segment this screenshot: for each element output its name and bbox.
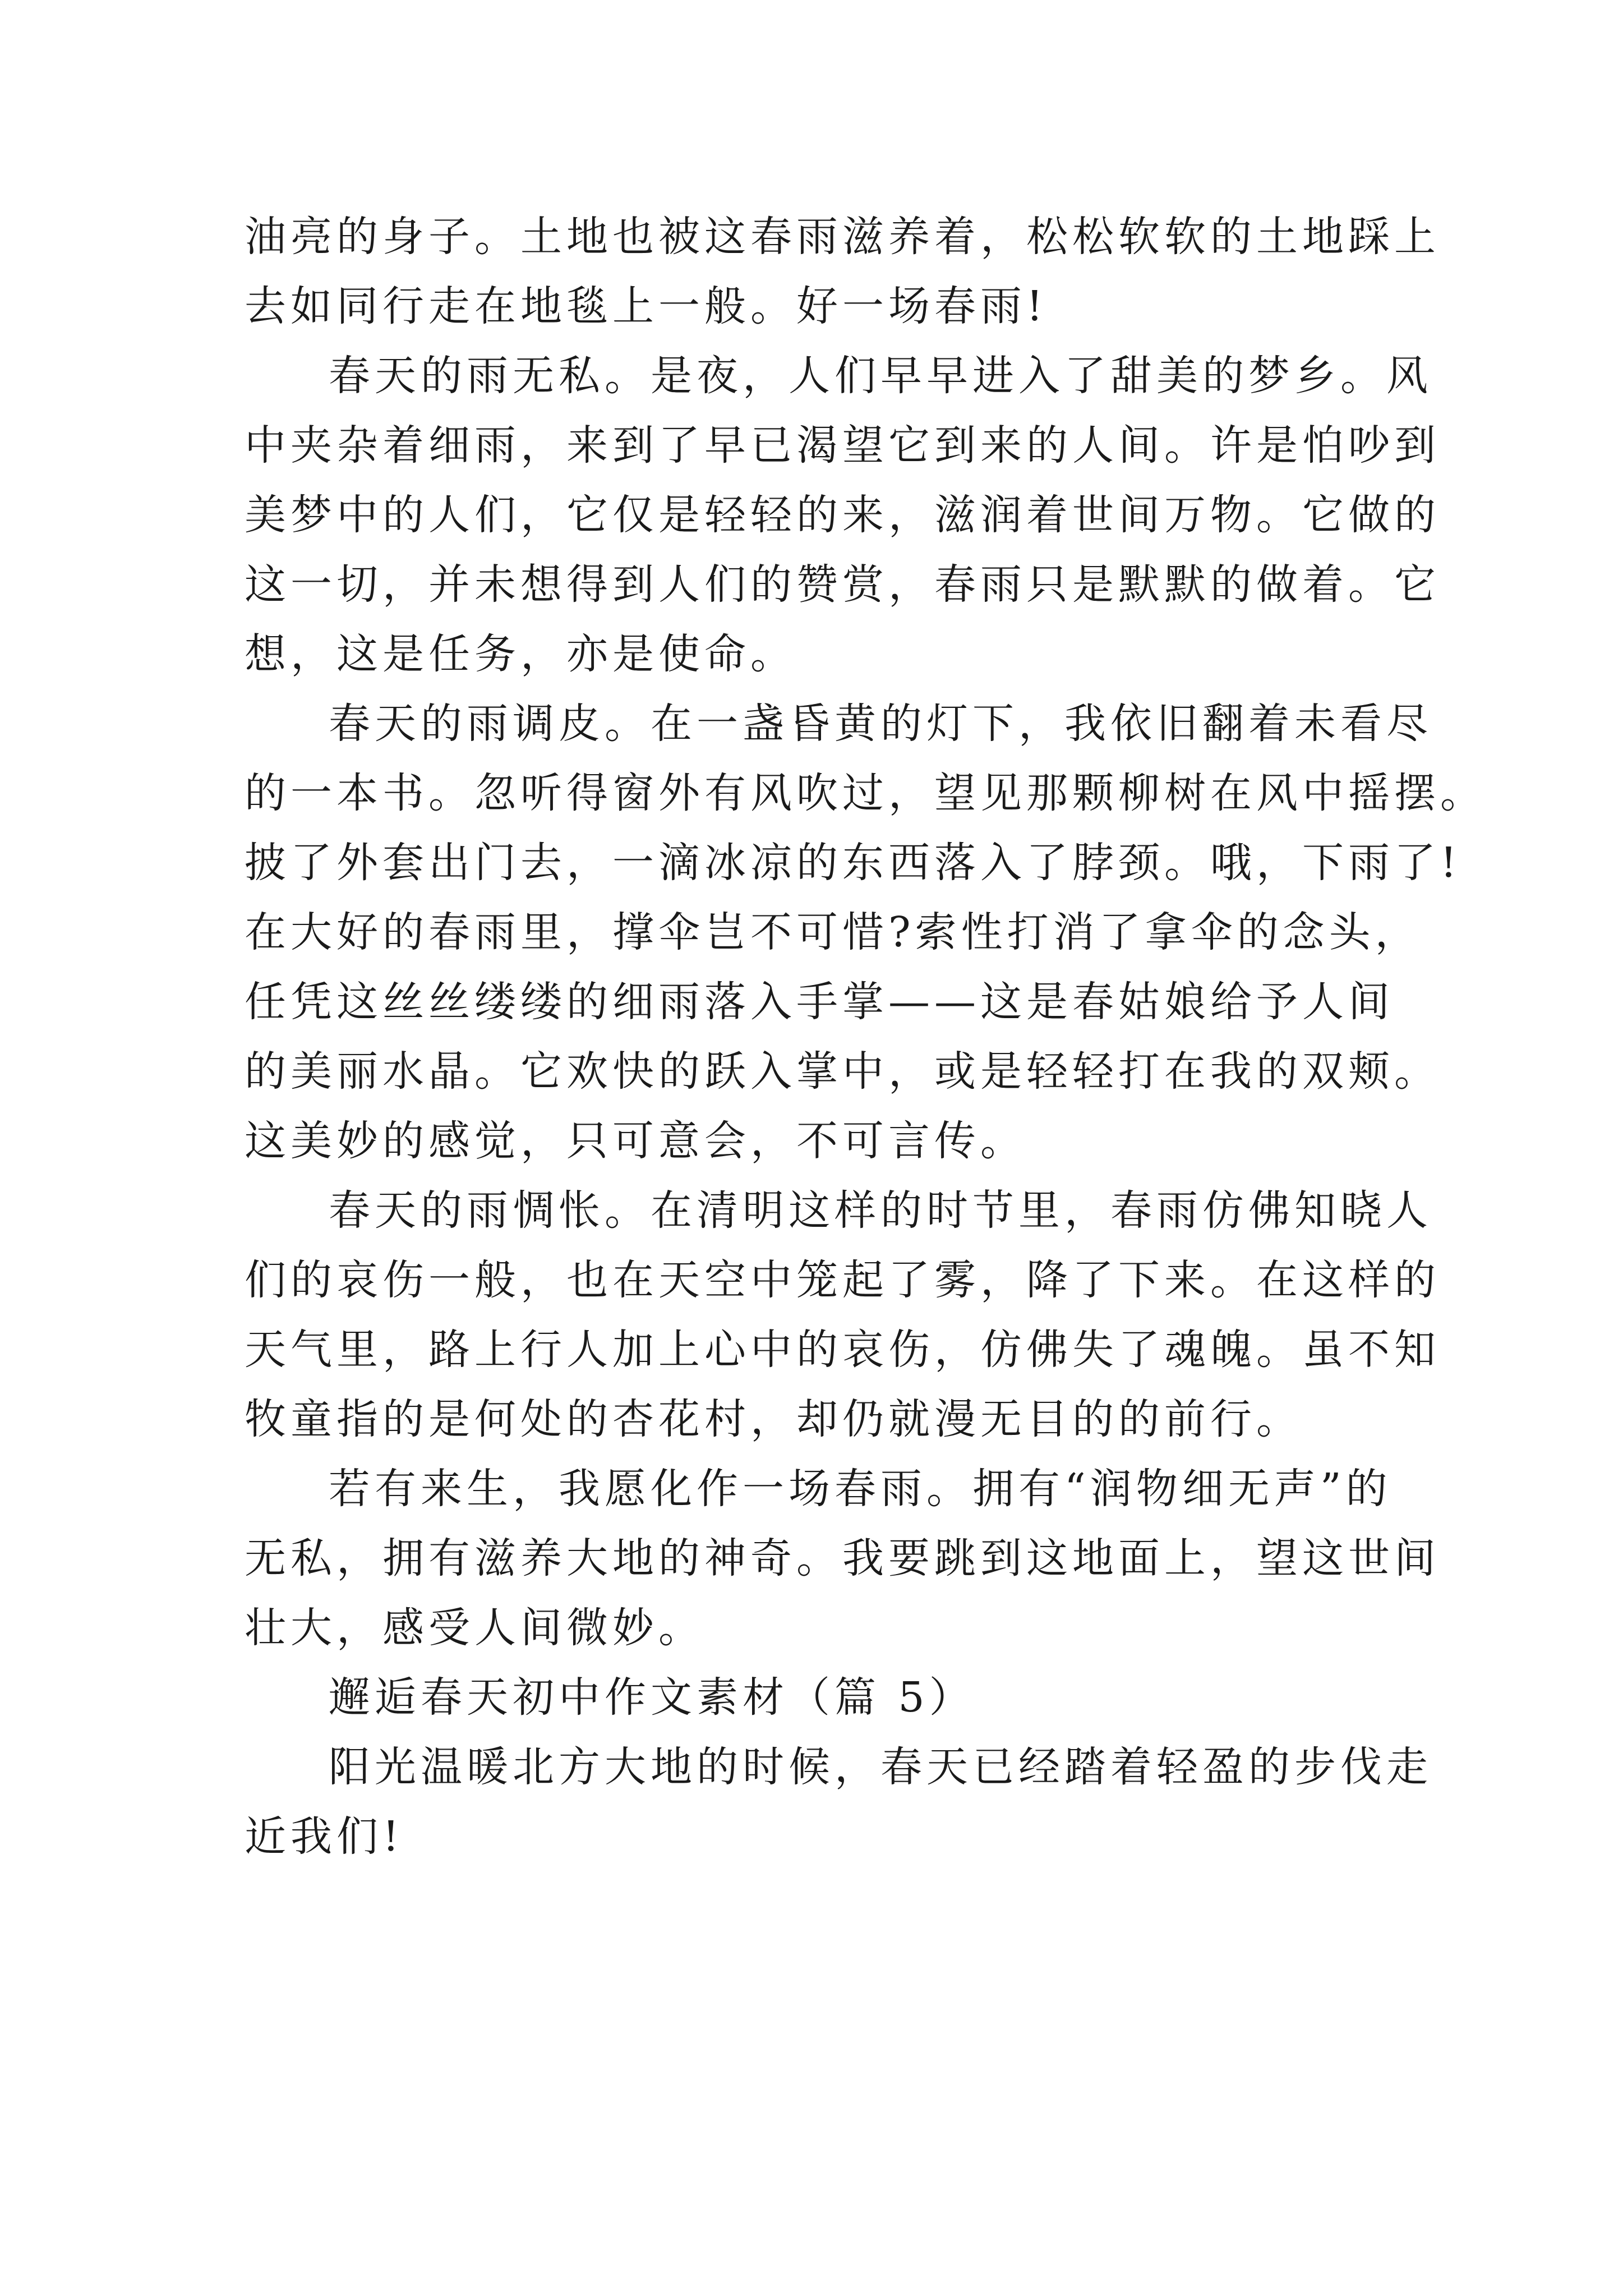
text-line: 油亮的身子。土地也被这春雨滋养着，松松软软的土地踩上 [245, 213, 1440, 261]
paragraph-start-line: 春天的雨无私。是夜，人们早早进入了甜美的梦乡。风 [329, 352, 1432, 400]
text-line: 近我们! [245, 1812, 404, 1861]
text-line: 去如同行走在地毯上一般。好一场春雨! [245, 282, 1048, 330]
paragraph-start-line: 春天的雨惆怅。在清明这样的时节里，春雨仿佛知晓人 [329, 1186, 1432, 1235]
text-line: 的一本书。忽听得窗外有风吹过，望见那颗柳树在风中摇摆。 [245, 769, 1486, 817]
text-line: 中夹杂着细雨，来到了早已渴望它到来的人间。许是怕吵到 [245, 421, 1440, 470]
section-heading: 邂逅春天初中作文素材（篇 5） [329, 1673, 975, 1722]
text-line: 无私，拥有滋养大地的神奇。我要跳到这地面上，望这世间 [245, 1534, 1440, 1582]
paragraph-start-line: 阳光温暖北方大地的时候，春天已经踏着轻盈的步伐走 [329, 1743, 1432, 1791]
text-line: 牧童指的是何处的杏花村，却仍就漫无目的的前行。 [245, 1395, 1302, 1443]
text-line: 这美妙的感觉，只可意会，不可言传。 [245, 1117, 1026, 1165]
text-line: 壮大，感受人间微妙。 [245, 1604, 704, 1652]
text-line: 披了外套出门去，一滴冰凉的东西落入了脖颈。哦，下雨了! [245, 839, 1461, 887]
paragraph-start-line: 若有来生，我愿化作一场春雨。拥有“润物细无声”的 [329, 1465, 1392, 1513]
text-line: 天气里，路上行人加上心中的哀伤，仿佛失了魂魄。虽不知 [245, 1326, 1440, 1374]
document-body [245, 202, 1486, 1871]
text-line: 在大好的春雨里，撑伞岂不可惜?索性打消了拿伞的念头， [245, 908, 1421, 956]
text-line: 任凭这丝丝缕缕的细雨落入手掌——这是春姑娘给予人间 [245, 978, 1394, 1026]
text-line: 美梦中的人们，它仅是轻轻的来，滋润着世间万物。它做的 [245, 491, 1440, 539]
text-line: 的美丽水晶。它欢快的跃入掌中，或是轻轻打在我的双颊。 [245, 1047, 1440, 1096]
paragraph-start-line: 春天的雨调皮。在一盏昏黄的灯下，我依旧翻着未看尽 [329, 700, 1432, 748]
text-line: 想，这是任务，亦是使命。 [245, 630, 796, 678]
text-line: 这一切，并未想得到人们的赞赏，春雨只是默默的做着。它 [245, 560, 1440, 609]
text-line: 们的哀伤一般，也在天空中笼起了雾，降了下来。在这样的 [245, 1256, 1440, 1304]
